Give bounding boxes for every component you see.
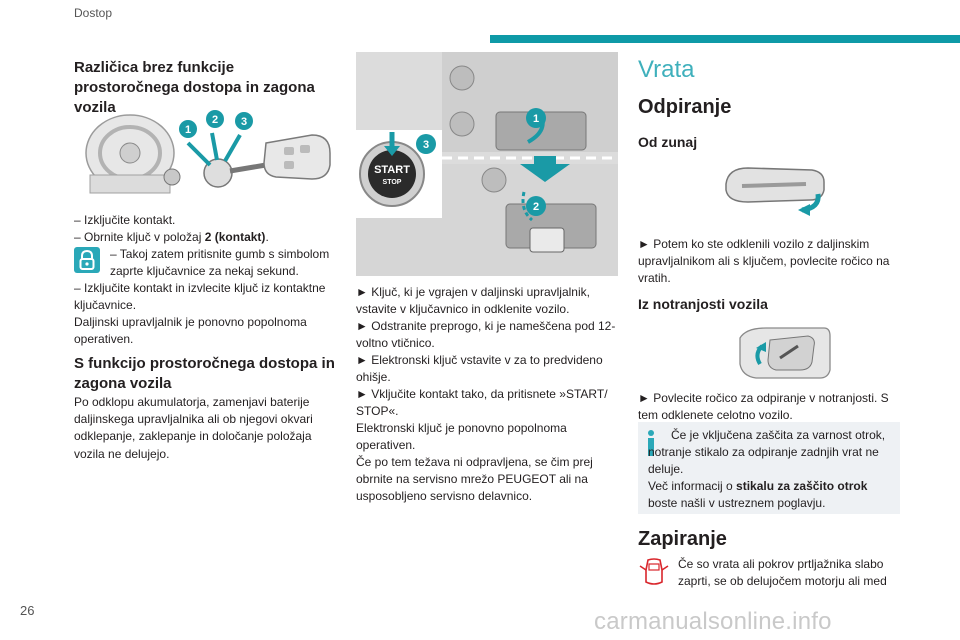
inside-open-paragraph: ► Povlecite ročico za odpiranje v notranjosti. S tem odklenete celotno vozilo. — [638, 391, 889, 423]
step-remove-key: – Izključite kontakt in izvlecite ključ iz kontaktne ključavnice. — [74, 281, 326, 313]
callout-2-label: 2 — [211, 114, 219, 126]
callout-3-label: 3 — [240, 116, 248, 128]
heading-from-inside: Iz notranjosti vozila — [638, 296, 768, 312]
keyless-paragraph: Po odklopu akumulatorja, zamenjavi baterije daljinskega upravljalnika ali ob njegovi okvari odklepanje, zaklepanje in določanje položaja vozila ne delujejo. — [74, 395, 313, 461]
callout-1-label: 1 — [184, 124, 192, 136]
running-header: Dostop — [74, 6, 113, 20]
outside-open-paragraph: ► Potem ko ste odklenili vozilo z daljinskim upravljalnikom ali s ključem, povlecite ročico na vratih. — [638, 237, 890, 286]
ignition-key-illustration — [80, 105, 340, 197]
callout-1-label: 1 — [532, 113, 540, 125]
step-press-lock-2: zaprte ključavnice za nekaj sekund. — [110, 264, 299, 278]
interior-handle-illustration — [736, 324, 832, 380]
step-turn-key-text: – Obrnite ključ v položaj — [74, 230, 202, 244]
heading-no-keyless: Različica brez funkcije prostoročnega dostopa in zagona vozila — [74, 59, 315, 116]
lock-icon — [74, 247, 100, 273]
watermark: carmanualsonline.info — [594, 608, 832, 635]
callout-3-label: 3 — [422, 139, 430, 151]
heading-closing: Zapiranje — [638, 528, 727, 550]
step-turn-key: – Obrnite ključ v položaj 2 (kontakt). — [74, 230, 269, 244]
child-lock-warning: Če je vključena zaščita za varnost otrok, notranje stikalo za odpiranje zadnjih vrat ne deluje. — [648, 428, 886, 477]
step-press-start-stop: ► Vključite kontakt tako, da pritisnete »START/ STOP«. — [356, 387, 608, 419]
heading-opening: Odpiranje — [638, 96, 732, 118]
header-accent-bar — [490, 35, 960, 43]
start-label: START — [374, 164, 410, 176]
start-stop-key-illustration — [356, 52, 618, 276]
child-lock-reference-bold: stikalu za zaščito otrok — [736, 479, 868, 493]
step-turn-key-position: 2 (kontakt) — [204, 230, 266, 244]
child-lock-reference-pre: Več informacij o — [648, 479, 733, 493]
closing-paragraph: Če so vrata ali pokrov prtljažnika slabo zaprti, se ob delujočem motorju ali med — [678, 557, 887, 589]
heading-from-outside: Od zunaj — [638, 134, 698, 150]
step-remove-mat: ► Odstranite preprogo, ki je nameščena pod 12-voltno vtičnico. — [356, 319, 616, 351]
remote-operational-note: Daljinski upravljalnik je ponovno popolnoma operativen. — [74, 315, 307, 347]
exterior-handle-illustration — [720, 160, 830, 228]
contact-network-note: Če po tem težava ni odpravljena, se čim prej obrnite na servisno mrežo PEUGEOT ali na usposobljeno servisno delavnico. — [356, 455, 593, 504]
door-open-warning-icon — [638, 556, 670, 588]
heading-keyless: S funkcijo prostoročnega dostopa in zagona vozila — [74, 355, 335, 392]
stop-label: STOP — [382, 179, 402, 186]
section-title-doors: Vrata — [638, 56, 695, 83]
step-ignition-off: – Izklјučite kontakt. — [74, 213, 176, 227]
child-lock-reference — [648, 478, 896, 512]
step-insert-electronic-key: ► Elektronski ključ vstavite v za to predvideno ohišje. — [356, 353, 603, 385]
callout-2-label: 2 — [532, 201, 540, 213]
child-lock-reference-post: boste našli v ustreznem poglavju. — [648, 496, 826, 511]
step-press-lock-1: – Takoj zatem pritisnite gumb s simbolom — [110, 247, 330, 261]
key-operational-note: Elektronski ključ je ponovno popolnoma operativen. — [356, 421, 567, 453]
page-number: 26 — [20, 603, 35, 618]
step-insert-key: ► Ključ, ki je vgrajen v daljinski upravljalnik, vstavite v ključavnico in odklenite vozilo. — [356, 285, 590, 317]
